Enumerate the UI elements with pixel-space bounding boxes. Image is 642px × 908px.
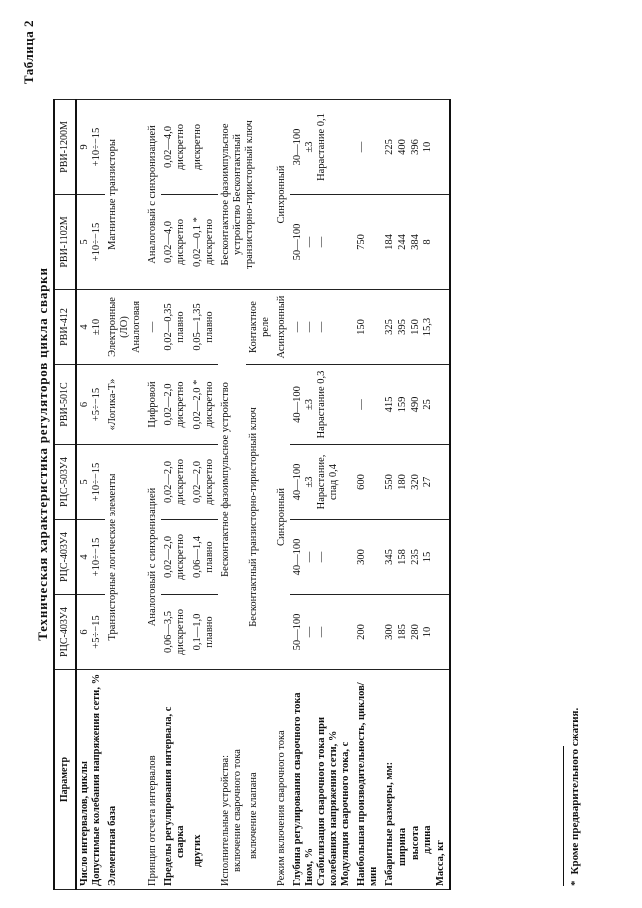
cell: 6 +5÷−15 (76, 365, 105, 445)
rotated-table-sheet (21, 14, 621, 894)
cell: 225 400 396 10 (382, 100, 450, 195)
cell: — (354, 365, 382, 445)
cell: 9 +10÷−15 (76, 100, 105, 195)
row-element-base (105, 18, 145, 890)
cell: 30—100 ±3 Нарастание 0,1 (290, 100, 354, 195)
cell: 0,05—1,35 плавно (190, 290, 218, 365)
cell: 300 185 280 10 (382, 595, 450, 670)
footnote-text: Кроме предварительного сжатия. (569, 707, 581, 875)
cell: 0,06—1,4 плавно (190, 520, 218, 595)
cell: Контактное реле (246, 290, 274, 365)
cell: 345 158 235 15 (382, 520, 450, 595)
cell: 325 395 150 15,3 (382, 290, 450, 365)
header-model-4: РВИ-501С (54, 365, 76, 445)
footnote-rule (563, 746, 564, 886)
cell: 5 +10÷−15 (76, 195, 105, 290)
row-intervals (76, 18, 105, 890)
cell-span: Бесконтактное фазоимпульсное устройство (218, 290, 246, 670)
row-limits-welding (161, 18, 189, 890)
param-label: Режим включения сварочного тока (274, 670, 290, 890)
cell: 0,02—2,0 дискретно (161, 520, 189, 595)
cell: — (354, 100, 382, 195)
param-label: Принцип отсчета интервалов (145, 670, 161, 890)
cell: 40—100 ±3 Нарастание 0,3 (290, 365, 354, 445)
cell-span: Бесконтактное фазоимпульсное устройство Бесконтактный транзисторно-тиристорный ключ (218, 100, 274, 290)
cell-span: Магнитные транзисторы (105, 100, 145, 290)
param-label: Наибольшая производительность, циклов/мин (354, 670, 382, 890)
cell: 4 +10÷−15 (76, 520, 105, 595)
header-model-5: РВИ-412 (54, 290, 76, 365)
cell: 5 +10÷−15 (76, 445, 105, 520)
cell: 0,02—4,0 дискретно (161, 195, 189, 290)
cell-span: Бесконтактный транзисторно-тиристорный ключ (246, 365, 274, 670)
cell-span: Синхронный (274, 365, 290, 670)
cell: 200 (354, 595, 382, 670)
cell: 0,06—3,5 дискретно (161, 595, 189, 670)
cell-span: Синхронный (274, 100, 290, 290)
param-label: других (190, 670, 218, 890)
cell: 150 (354, 290, 382, 365)
row-counting-principle (145, 18, 161, 890)
header-model-7: РВИ-1200М (54, 100, 76, 195)
param-label: Габаритные размеры, мм: ширина высота длина Масса, кг (382, 670, 450, 890)
header-row (54, 18, 76, 890)
param-label: Элементная база (105, 670, 145, 890)
cell: «Логика-Т» (105, 365, 145, 445)
cell: 0,02—4,0 дискретно (161, 100, 189, 195)
cell-span: Аналоговый с синхронизацией (145, 100, 161, 290)
cell: — — — (290, 290, 354, 365)
cell-span: Аналоговый с синхронизацией (145, 445, 161, 670)
row-mode (274, 18, 290, 890)
cell: 0,02—2,0 дискретно (161, 365, 189, 445)
header-model-2: РЦС-403У4 (54, 520, 76, 595)
cell: — (145, 290, 161, 365)
row-actuators-current (218, 18, 246, 890)
cell: 0,02—2,0 дискретно (161, 445, 189, 520)
cell: 415 159 490 25 (382, 365, 450, 445)
cell: 600 (354, 445, 382, 520)
header-model-6: РВИ-1102М (54, 195, 76, 290)
cell: 6 +5÷−15 (76, 595, 105, 670)
header-model-1: РЦС-403У4 (54, 595, 76, 670)
cell: 40—100 — — (290, 520, 354, 595)
row-dimensions (382, 18, 450, 890)
param-label: Глубина регулирования сварочного тока Iном, % Стабилизация сварочного тока при колебаниях напряжения сети, % Модуляция сварочного тока, с (290, 670, 354, 890)
table-number: Таблица 2 (21, 20, 36, 85)
cell: 0,1—1,0 плавно (190, 595, 218, 670)
header-model-3: РЦС-503У4 (54, 445, 76, 520)
cell: Электронные (ЛО) Аналоговая (105, 290, 145, 365)
cell: 184 244 384 8 (382, 195, 450, 290)
cell: 0,02—0,35 плавно (161, 290, 189, 365)
cell: дискретно (190, 100, 218, 195)
cell: Цифровой (145, 365, 161, 445)
cell: 300 (354, 520, 382, 595)
cell: 750 (354, 195, 382, 290)
cell: 4 ±10 (76, 290, 105, 365)
table-title: Техническая характеристика регуляторов цикла сварки (35, 267, 50, 641)
footnote (569, 708, 581, 886)
param-label: Пределы регулирования интервала, с сварка (161, 670, 189, 890)
cell: Асинхронный (274, 290, 290, 365)
regulators-table (53, 17, 451, 890)
row-depth (290, 18, 354, 890)
param-label: включение клапана (246, 670, 274, 890)
cell: 0,02—2,0 дискретно (190, 445, 218, 520)
row-productivity (354, 18, 382, 890)
param-label: Исполнительные устройства: включение сварочного тока (218, 670, 246, 890)
footnote-mark: * (569, 880, 581, 886)
cell: 50—100 — — (290, 195, 354, 290)
cell: 550 180 320 27 (382, 445, 450, 520)
row-limits-other (190, 18, 218, 890)
cell: 0,02—0,1 * дискретно (190, 195, 218, 290)
cell-span: Транзисторные логические элементы (105, 445, 145, 670)
param-label: Число интервалов, циклы Допустимые колебания напряжения сети, % (76, 670, 105, 890)
header-param: Параметр (54, 670, 76, 890)
cell: 50—100 — — (290, 595, 354, 670)
cell: 0,02—2,0 * дискретно (190, 365, 218, 445)
cell: 40—100 ±3 Нарастание, спад 0,4 (290, 445, 354, 520)
